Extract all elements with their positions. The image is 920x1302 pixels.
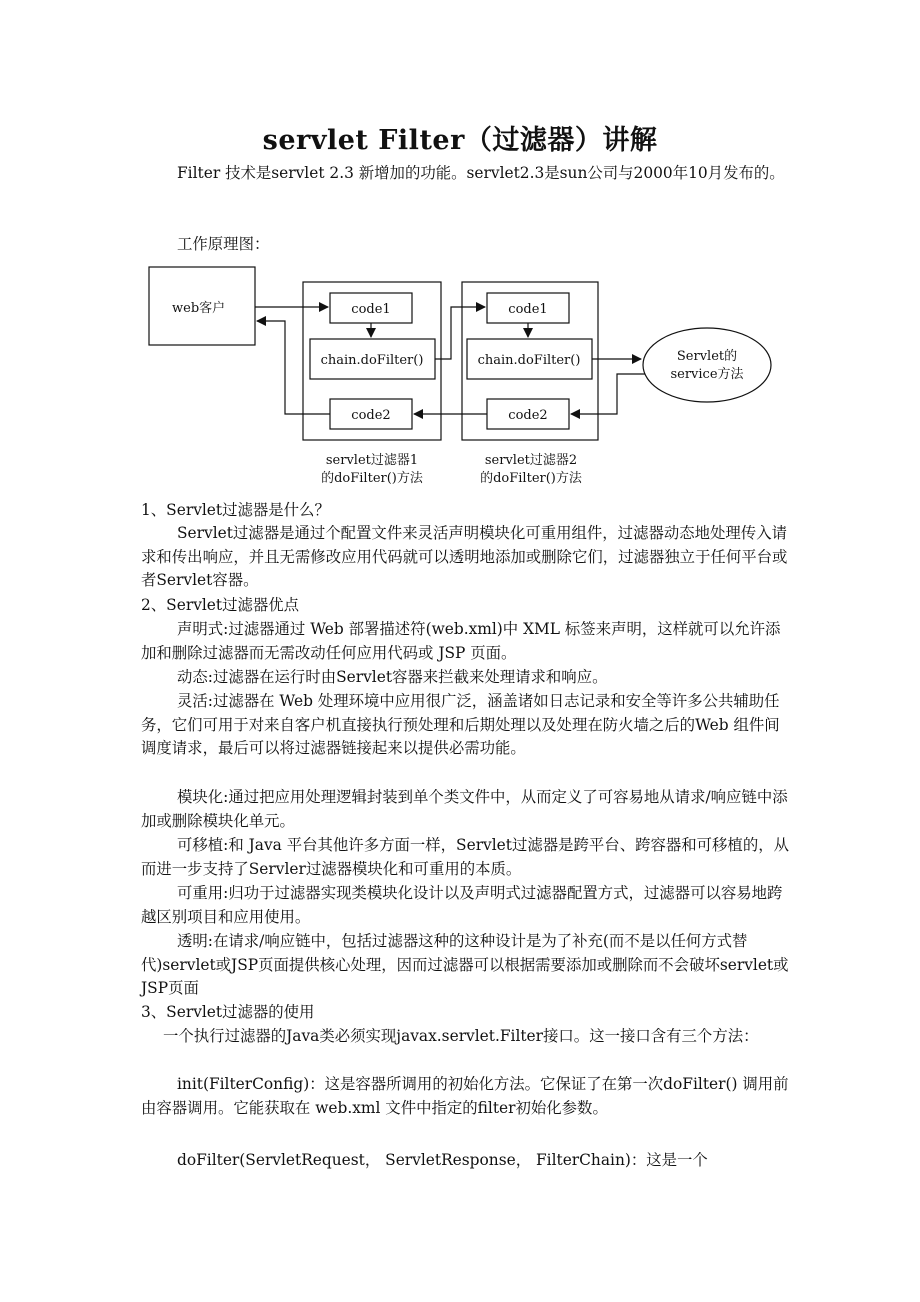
advantage-transparent: 透明:在请求/响应链中，包括过滤器这种的这种设计是为了补充(而不是以任何方式替代)servlet或JSP页面提供核心处理，因而过滤器可以根据需要添加或删除而不会破坏servlet或JSP页面: [141, 932, 789, 997]
section-3-heading: 3、Servlet过滤器的使用: [141, 1003, 315, 1021]
f1-caption-2: 的doFilter()方法: [321, 471, 423, 486]
init-method-text: init(FilterConfig)：这是容器所调用的初始化方法。它保证了在第一次doFilter() 调用前由容器调用。它能获取在 web.xml 文件中指定的filter初始化参数。: [141, 1075, 789, 1117]
advantage-modular: 模块化:通过把应用处理逻辑封装到单个类文件中，从而定义了可容易地从请求/响应链中添加或删除模块化单元。: [141, 788, 788, 830]
f2-code2-label: code2: [508, 408, 548, 423]
section-1-text: Servlet过滤器是通过个配置文件来灵活声明模块化可重用组件，过滤器动态地处理传入请求和传出响应，并且无需修改应用代码就可以透明地添加或删除它们，过滤器独立于任何平台或者Servlet容器。: [141, 524, 788, 589]
intro-paragraph: Filter 技术是servlet 2.3 新增加的功能。servlet2.3是sun公司与2000年10月发布的。: [177, 164, 785, 182]
f1-code2-label: code2: [351, 408, 391, 423]
dofilter-method-text: doFilter(ServletRequest， ServletResponse， FilterChain)：这是一个: [177, 1151, 708, 1169]
advantage-declarative: 声明式:过滤器通过 Web 部署描述符(web.xml)中 XML 标签来声明，这样就可以允许添加和删除过滤器而无需改动任何应用代码或 JSP 页面。: [141, 620, 781, 662]
f2-caption-1: servlet过滤器2: [484, 453, 578, 468]
f2-code1-label: code1: [508, 302, 548, 317]
section-2-heading: 2、Servlet过滤器优点: [141, 596, 300, 614]
servlet-label-2: service方法: [670, 367, 744, 382]
advantage-portable: 可移植:和 Java 平台其他许多方面一样，Servlet过滤器是跨平台、跨容器和可移植的，从而进一步支持了Servler过滤器模块化和可重用的本质。: [141, 836, 789, 878]
client-label: web客户: [172, 301, 226, 316]
advantage-dynamic: 动态:过滤器在运行时由Servlet容器来拦截来处理请求和响应。: [177, 668, 608, 686]
filter-diagram: [0, 262, 920, 492]
servlet-label-1: Servlet的: [676, 349, 738, 364]
page-title: servlet Filter（过滤器）讲解: [262, 125, 658, 156]
servlet-ellipse: [643, 328, 771, 402]
section-1-heading: 1、Servlet过滤器是什么？: [141, 501, 330, 519]
f1-caption-1: servlet过滤器1: [325, 453, 419, 468]
advantage-reusable: 可重用:归功于过滤器实现类模块化设计以及声明式过滤器配置方式，过滤器可以容易地跨越区别项目和应用使用。: [141, 884, 783, 926]
f2-caption-2: 的doFilter()方法: [480, 471, 582, 486]
advantage-flexible: 灵活:过滤器在 Web 处理环境中应用很广泛，涵盖诸如日志记录和安全等许多公共辅助任务，它们可用于对来自客户机直接执行预处理和后期处理以及处理在防火墙之后的Web 组件间调度请求，最后可以将过滤器链接起来以提供必需功能。: [141, 692, 780, 757]
f2-chain-label: chain.doFilter(): [477, 353, 581, 368]
f1-code1-label: code1: [351, 302, 391, 317]
diagram-label: 工作原理图：: [177, 235, 270, 253]
section-3-intro: 一个执行过滤器的Java类必须实现javax.servlet.Filter接口。这一接口含有三个方法：: [163, 1027, 759, 1045]
f1-chain-label: chain.doFilter(): [320, 353, 424, 368]
